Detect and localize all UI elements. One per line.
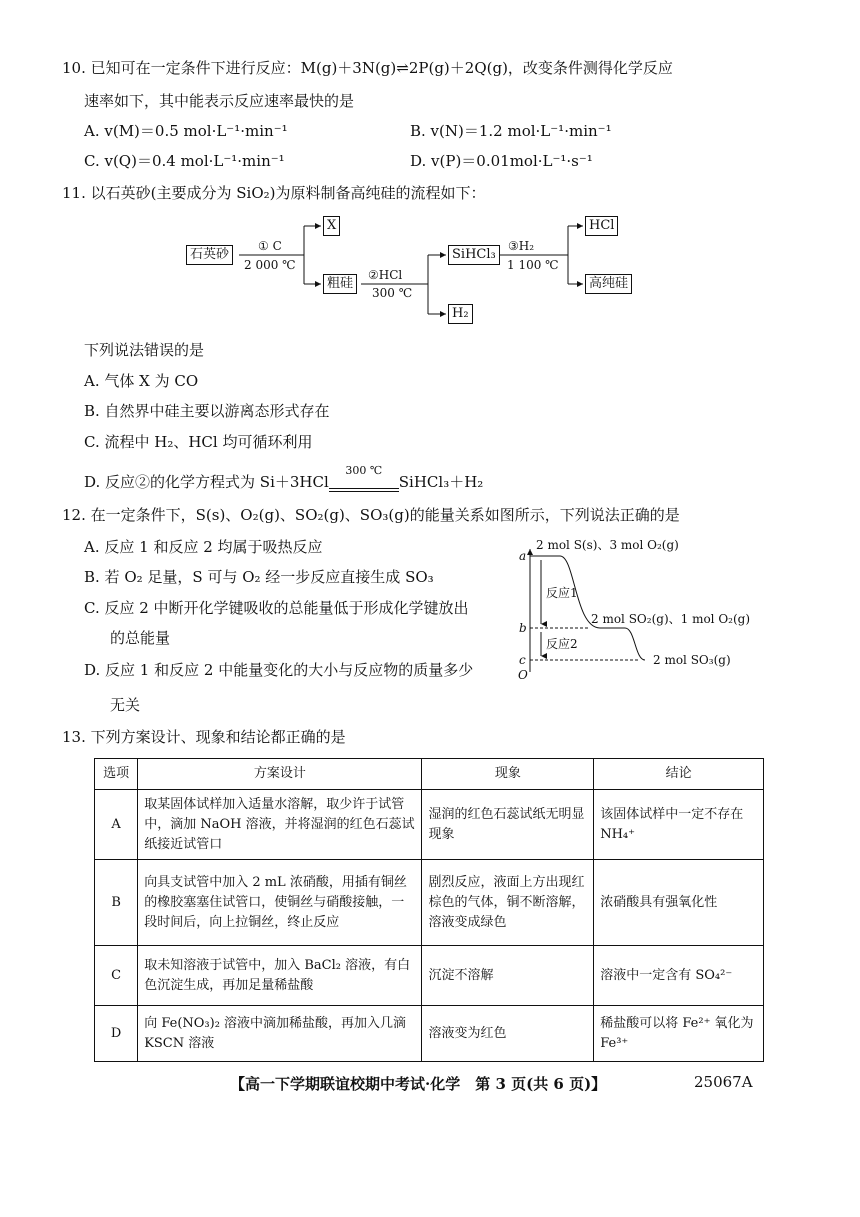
flow-step1-label: ① C bbox=[258, 239, 282, 253]
flow-pure-si-box: 高纯硅 bbox=[585, 274, 632, 294]
page-footer-code: 25067A bbox=[694, 1073, 753, 1091]
diagram-mid-label: 2 mol SO₂(g)、1 mol O₂(g) bbox=[591, 612, 751, 626]
flow-quartz-box: 石英砂 bbox=[186, 245, 233, 265]
header-phenomenon: 现象 bbox=[422, 759, 594, 790]
flow-step3-label: ③H₂ bbox=[508, 239, 535, 253]
row-phenomenon: 剧烈反应，液面上方出现红棕色的气体，铜不断溶解，溶液变成绿色 bbox=[422, 860, 594, 946]
q11-option-c: C. 流程中 H₂、HCl 均可循环利用 bbox=[84, 433, 313, 451]
q12-option-b: B. 若 O₂ 足量，S 可与 O₂ 经一步反应直接生成 SO₃ bbox=[84, 568, 434, 586]
flow-sihcl3-box: SiHCl₃ bbox=[448, 245, 500, 265]
row-conclusion: 该固体试样中一定不存在 NH₄⁺ bbox=[594, 790, 764, 860]
table-row bbox=[95, 790, 764, 860]
q11-option-b: B. 自然界中硅主要以游离态形式存在 bbox=[84, 402, 330, 420]
header-option: 选项 bbox=[95, 759, 138, 790]
flow-x-box: X bbox=[323, 216, 340, 236]
row-design: 向具支试管中加入 2 mL 浓硝酸，用插有铜丝的橡胶塞塞住试管口，使铜丝与硝酸接触，一段时间后，向上拉铜丝，终止反应 bbox=[138, 860, 422, 946]
q12-option-d-line2: 无关 bbox=[110, 696, 141, 714]
q13-table bbox=[94, 758, 764, 1062]
q12-stem: 12. 在一定条件下，S(s)、O₂(g)、SO₂(g)、SO₃(g)的能量关系如图所示，下列说法正确的是 bbox=[62, 506, 680, 524]
diagram-level-a: a bbox=[519, 549, 527, 563]
q12-option-d-line1: D. 反应 1 和反应 2 中能量变化的大小与反应物的质量多少 bbox=[84, 661, 474, 679]
row-design: 取某固体试样加入适量水溶解，取少许于试管中，滴加 NaOH 溶液，并将湿润的红色石蕊试纸接近试管口 bbox=[138, 790, 422, 860]
q10-option-b: B. v(N)＝1.2 mol·L⁻¹·min⁻¹ bbox=[410, 122, 612, 140]
q11-option-d-condition: 300 ℃ bbox=[345, 464, 383, 477]
row-design: 向 Fe(NO₃)₂ 溶液中滴加稀盐酸，再加入几滴 KSCN 溶液 bbox=[138, 1006, 422, 1062]
q12-option-a: A. 反应 1 和反应 2 均属于吸热反应 bbox=[84, 538, 323, 556]
flow-hcl-box: HCl bbox=[585, 216, 618, 236]
flow-step2-label: ②HCl bbox=[368, 268, 403, 282]
flow-temp3-label: 1 100 ℃ bbox=[507, 258, 559, 272]
diagram-top-label: 2 mol S(s)、3 mol O₂(g) bbox=[536, 538, 679, 552]
row-conclusion: 稀盐酸可以将 Fe²⁺ 氧化为 Fe³⁺ bbox=[594, 1006, 764, 1062]
row-phenomenon: 湿润的红色石蕊试纸无明显现象 bbox=[422, 790, 594, 860]
q10-stem-line1: 10. 已知可在一定条件下进行反应：M(g)＋3N(g)⇌2P(g)＋2Q(g)，改变条件测得化学反应 bbox=[62, 59, 673, 77]
table-row bbox=[95, 860, 764, 946]
diagram-origin: O bbox=[518, 668, 528, 682]
q11-option-a: A. 气体 X 为 CO bbox=[84, 372, 199, 390]
diagram-reaction1-label: 反应1 bbox=[546, 586, 578, 600]
flow-temp2-label: 300 ℃ bbox=[372, 286, 413, 300]
table-row bbox=[95, 1006, 764, 1062]
table-header-row bbox=[95, 759, 764, 790]
row-phenomenon: 沉淀不溶解 bbox=[422, 946, 594, 1006]
q10-stem-line2: 速率如下，其中能表示反应速率最快的是 bbox=[84, 92, 355, 110]
q10-option-a: A. v(M)＝0.5 mol·L⁻¹·min⁻¹ bbox=[84, 122, 288, 140]
row-conclusion: 浓硝酸具有强氧化性 bbox=[594, 860, 764, 946]
row-design: 取未知溶液于试管中，加入 BaCl₂ 溶液，有白色沉淀生成，再加足量稀盐酸 bbox=[138, 946, 422, 1006]
q10-option-c: C. v(Q)＝0.4 mol·L⁻¹·min⁻¹ bbox=[84, 152, 285, 170]
header-conclusion: 结论 bbox=[594, 759, 764, 790]
flow-h2-box: H₂ bbox=[448, 304, 473, 324]
flow-temp1-label: 2 000 ℃ bbox=[244, 258, 296, 272]
q11-ask: 下列说法错误的是 bbox=[84, 341, 205, 359]
q11-stem: 11. 以石英砂(主要成分为 SiO₂)为原料制备高纯硅的流程如下： bbox=[62, 184, 486, 202]
q13-stem: 13. 下列方案设计、现象和结论都正确的是 bbox=[62, 728, 346, 746]
row-option: D bbox=[95, 1006, 138, 1062]
page-footer-title: 【高一下学期联谊校期中考试·化学 第 3 页(共 6 页)】 bbox=[230, 1075, 607, 1093]
flow-crude-si-box: 粗硅 bbox=[323, 274, 357, 294]
row-phenomenon: 溶液变为红色 bbox=[422, 1006, 594, 1062]
row-option: C bbox=[95, 946, 138, 1006]
diagram-reaction2-label: 反应2 bbox=[546, 637, 578, 651]
row-option: B bbox=[95, 860, 138, 946]
q10-option-d: D. v(P)＝0.01mol·L⁻¹·s⁻¹ bbox=[410, 152, 593, 170]
diagram-level-c: c bbox=[519, 653, 526, 667]
row-option: A bbox=[95, 790, 138, 860]
diagram-level-b: b bbox=[519, 621, 527, 635]
q11-option-d-pre: D. 反应②的化学方程式为 Si＋3HCl bbox=[84, 473, 329, 491]
q11-option-d-post: SiHCl₃＋H₂ bbox=[398, 473, 484, 491]
q12-option-c-line1: C. 反应 2 中断开化学键吸收的总能量低于形成化学键放出 bbox=[84, 599, 469, 617]
header-design: 方案设计 bbox=[138, 759, 422, 790]
diagram-bottom-label: 2 mol SO₃(g) bbox=[653, 653, 731, 667]
table-row bbox=[95, 946, 764, 1006]
row-conclusion: 溶液中一定含有 SO₄²⁻ bbox=[594, 946, 764, 1006]
q12-option-c-line2: 的总能量 bbox=[110, 629, 171, 647]
